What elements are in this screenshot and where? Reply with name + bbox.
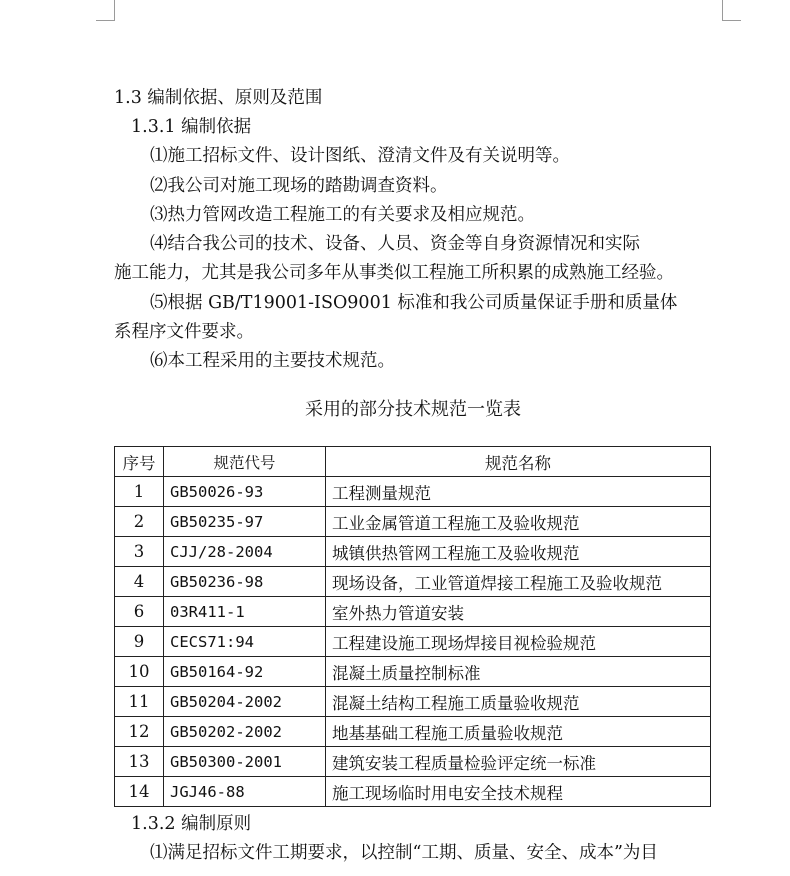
row-no: 2 [115,507,164,537]
row-name: 混凝土结构工程施工质量验收规范 [326,687,711,717]
row-no: 11 [115,687,164,717]
spec-table [114,446,711,807]
table-row [115,477,711,507]
table-row [115,567,711,597]
section-heading-1-3-1: 1.3.1 编制依据 [131,117,252,137]
row-code: GB50300-2001 [164,747,326,777]
row-code: GB50204-2002 [164,687,326,717]
row-no: 12 [115,717,164,747]
row-name: 施工现场临时用电安全技术规程 [326,777,711,807]
row-no: 14 [115,777,164,807]
row-code: GB50202-2002 [164,717,326,747]
row-no: 1 [115,477,164,507]
row-name: 城镇供热管网工程施工及验收规范 [326,537,711,567]
table-row [115,717,711,747]
row-name: 工程建设施工现场焊接目视检验规范 [326,627,711,657]
basis-item-4-continued: 施工能力，尤其是我公司多年从事类似工程施工所积累的成熟施工经验。 [114,263,674,283]
row-code: 03R411-1 [164,597,326,627]
row-name: 工业金属管道工程施工及验收规范 [326,507,711,537]
row-no: 4 [115,567,164,597]
row-no: 10 [115,657,164,687]
row-code: GB50164-92 [164,657,326,687]
row-name: 建筑安装工程质量检验评定统一标准 [326,747,711,777]
row-name: 现场设备，工业管道焊接工程施工及验收规范 [326,567,711,597]
row-no: 13 [115,747,164,777]
row-name: 混凝土质量控制标准 [326,657,711,687]
row-code: CECS71:94 [164,627,326,657]
principle-item-1: ⑴满足招标文件工期要求，以控制“工期、质量、安全、成本”为目 [150,843,658,863]
basis-item-6: ⑹本工程采用的主要技术规范。 [150,351,395,371]
row-code: JGJ46-88 [164,777,326,807]
table-row [115,687,711,717]
basis-item-2: ⑵我公司对施工现场的踏勘调查资料。 [150,176,448,196]
row-name: 工程测量规范 [326,477,711,507]
table-header-row [115,447,711,477]
table-row [115,747,711,777]
table-row [115,507,711,537]
row-no: 6 [115,597,164,627]
table-row [115,627,711,657]
section-heading-1-3-2: 1.3.2 编制原则 [131,814,252,834]
row-code: CJJ/28-2004 [164,537,326,567]
section-heading-1-3: 1.3 编制依据、原则及范围 [114,88,323,108]
table-row [115,777,711,807]
row-name: 室外热力管道安装 [326,597,711,627]
basis-item-3: ⑶热力管网改造工程施工的有关要求及相应规范。 [150,205,535,225]
table-row [115,537,711,567]
basis-item-5: ⑸根据 GB/T19001-ISO9001 标准和我公司质量保证手册和质量体 [150,293,678,313]
header-code: 规范代号 [164,447,326,477]
row-code: GB50026-93 [164,477,326,507]
row-no: 3 [115,537,164,567]
table-row [115,657,711,687]
table-caption: 采用的部分技术规范一览表 [305,399,521,420]
basis-item-1: ⑴施工招标文件、设计图纸、澄清文件及有关说明等。 [150,146,570,166]
basis-item-4: ⑷结合我公司的技术、设备、人员、资金等自身资源情况和实际 [150,234,640,254]
row-no: 9 [115,627,164,657]
header-no: 序号 [115,447,164,477]
row-name: 地基基础工程施工质量验收规范 [326,717,711,747]
table-row [115,597,711,627]
basis-item-5-continued: 系程序文件要求。 [114,322,254,342]
row-code: GB50235-97 [164,507,326,537]
page-corner-mark-right [722,0,741,21]
header-name: 规范名称 [326,447,711,477]
row-code: GB50236-98 [164,567,326,597]
page-corner-mark-left [96,0,115,21]
